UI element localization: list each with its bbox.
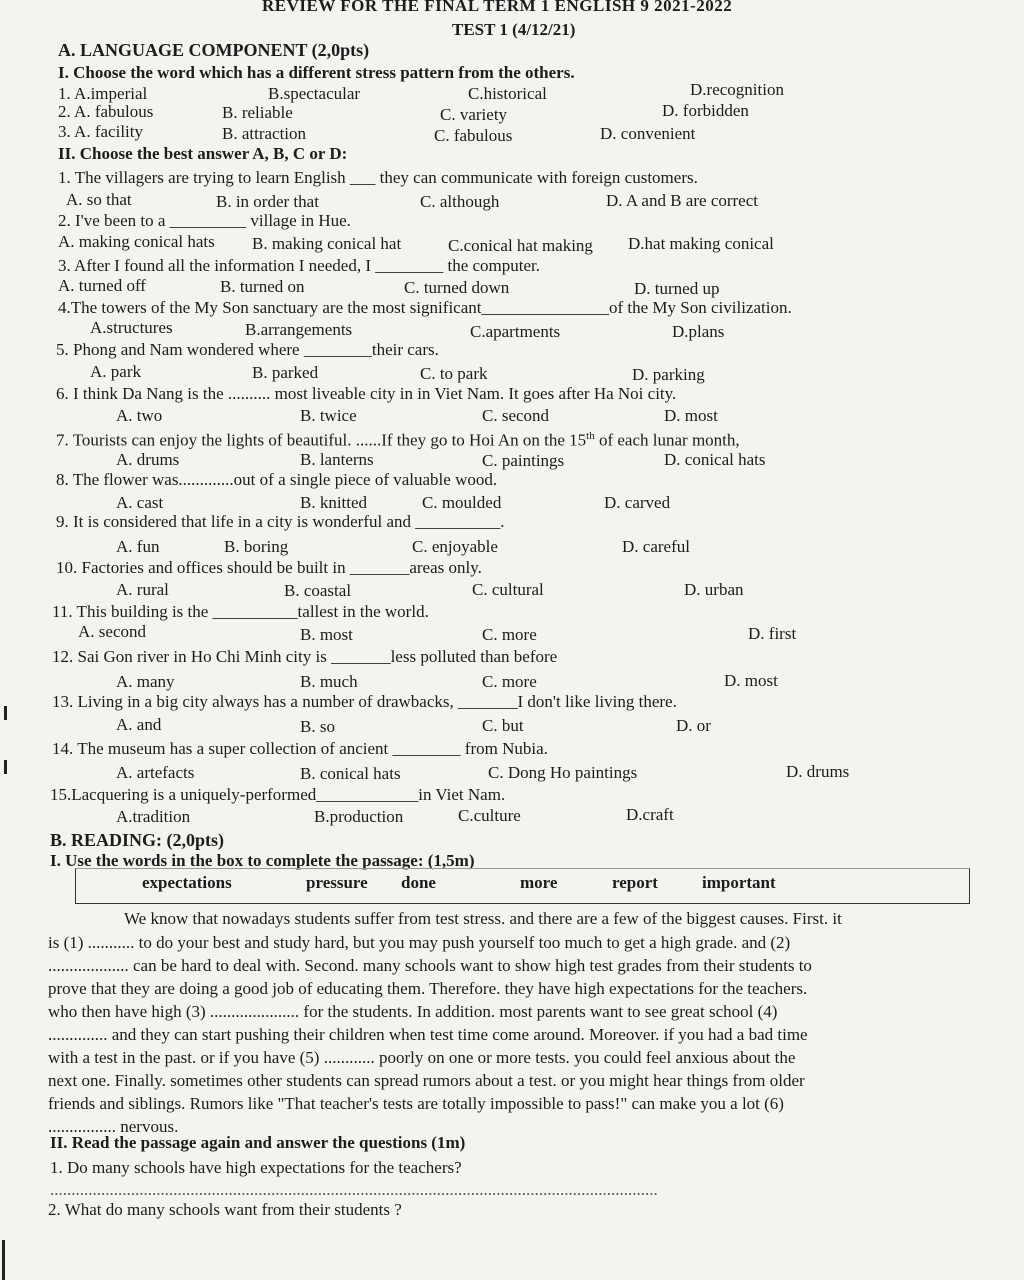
question-text: 8. The flower was.............out of a single piece of valuable wood. <box>56 470 498 489</box>
option-d: D. or <box>676 716 711 735</box>
option-a: A. many <box>116 672 175 691</box>
option-a: A. so that <box>66 190 132 209</box>
word-box-item: important <box>702 873 776 892</box>
option-a: 3. A. facility <box>58 122 143 141</box>
option-d: D.hat making conical <box>628 234 774 253</box>
option-d: D. most <box>664 406 718 425</box>
option-d: D. convenient <box>600 124 696 143</box>
option-c: C. more <box>482 625 537 644</box>
part-2-instruction: II. Choose the best answer A, B, C or D: <box>58 144 348 163</box>
option-a: A. cast <box>116 493 164 512</box>
option-c: C. cultural <box>472 580 544 599</box>
question-text <box>56 426 740 451</box>
margin-mark <box>4 706 7 720</box>
option-b: B. so <box>300 717 335 736</box>
option-b: B.arrangements <box>245 320 353 339</box>
option-b: B. coastal <box>284 581 352 600</box>
passage-line: .............. and they can start pushing their children when test time come around. Moreover. if you had a bad time <box>48 1025 808 1044</box>
option-d: D. turned up <box>634 279 720 298</box>
option-a: 2. A. fabulous <box>58 102 154 121</box>
option-d: D.plans <box>672 322 725 341</box>
option-c: C. to park <box>420 364 488 383</box>
option-a: A. drums <box>116 450 180 469</box>
section-b-title: B. READING: (2,0pts) <box>50 830 225 850</box>
passage-line: ................... can be hard to deal with. Second. many schools want to show high test grades from their students to <box>48 956 812 975</box>
option-c: C. moulded <box>422 493 502 512</box>
option-c: C.conical hat making <box>448 236 593 255</box>
option-d: D. conical hats <box>664 450 766 469</box>
question-text: 12. Sai Gon river in Ho Chi Minh city is _______less polluted than before <box>52 647 558 666</box>
word-box-item: expectations <box>142 873 232 892</box>
option-c: C. variety <box>440 105 508 124</box>
question-text: 10. Factories and offices should be built in _______areas only. <box>56 558 482 577</box>
option-a: A. second <box>78 622 146 641</box>
option-c: C. Dong Ho paintings <box>488 763 638 782</box>
option-b: B. parked <box>252 363 319 382</box>
option-a: A. artefacts <box>116 763 195 782</box>
option-a: A. park <box>90 362 141 381</box>
option-c: C.apartments <box>470 322 561 341</box>
option-b: B. reliable <box>222 103 293 122</box>
option-d: D. forbidden <box>662 101 749 120</box>
word-box-item: report <box>612 873 658 892</box>
option-d: D. first <box>748 624 797 643</box>
option-b: B. turned on <box>220 277 305 296</box>
passage-line: with a test in the past. or if you have (5) ............ poorly on one or more tests. you could feel anxious about the <box>48 1048 796 1067</box>
reading-part-2-instruction: II. Read the passage again and answer the questions (1m) <box>50 1133 466 1152</box>
question-text: 2. I've been to a _________ village in Hue. <box>58 211 351 230</box>
question-text: 13. Living in a big city always has a number of drawbacks, _______I don't like living there. <box>52 692 677 711</box>
option-c: C. second <box>482 406 550 425</box>
option-d: D. most <box>724 671 778 690</box>
question-text: 9. It is considered that life in a city is wonderful and __________. <box>56 512 505 531</box>
option-d: D. carved <box>604 493 671 512</box>
option-b: B. attraction <box>222 124 307 143</box>
question-text: 3. After I found all the information I needed, I ________ the computer. <box>58 256 541 275</box>
passage-line: friends and siblings. Rumors like "That teacher's tests are totally impossible to pass!" can make you a lot (6) <box>48 1094 784 1113</box>
ordinal-suffix: th <box>586 430 595 442</box>
option-a: A. rural <box>116 580 169 599</box>
option-b: B.production <box>314 807 404 826</box>
option-c: C.historical <box>468 84 547 103</box>
passage-line: is (1) ........... to do your best and study hard, but you may push yourself too much to get a high grade. and (2) <box>48 933 791 952</box>
margin-mark <box>2 1240 5 1280</box>
option-b: B. twice <box>300 406 357 425</box>
passage-line: next one. Finally. sometimes other students can spread rumors about a test. or you might hear things from older <box>48 1071 805 1090</box>
question-text: 15.Lacquering is a uniquely-performed____________in Viet Nam. <box>50 785 506 804</box>
question-text: 14. The museum has a super collection of ancient ________ from Nubia. <box>52 739 548 758</box>
option-a: A. and <box>116 715 162 734</box>
option-b: B. most <box>300 625 353 644</box>
option-c: C. but <box>482 716 524 735</box>
option-a: A. fun <box>116 537 160 556</box>
option-b: B. in order that <box>216 192 319 211</box>
option-a: A. turned off <box>58 276 146 295</box>
option-d: D.recognition <box>690 80 784 99</box>
option-b: B. much <box>300 672 358 691</box>
option-b: B. lanterns <box>300 450 374 469</box>
margin-mark <box>4 760 7 774</box>
option-b: B. making conical hat <box>252 234 402 253</box>
question-text: 11. This building is the __________tallest in the world. <box>52 602 429 621</box>
option-b: B.spectacular <box>268 84 361 103</box>
option-d: D. parking <box>632 365 705 384</box>
option-a: A.tradition <box>116 807 191 826</box>
passage-line: ................ nervous. <box>48 1117 179 1136</box>
option-c: C. fabulous <box>434 126 513 145</box>
option-d: D.craft <box>626 805 674 824</box>
word-box-item: done <box>401 873 436 892</box>
option-d: D. careful <box>622 537 690 556</box>
test-subtitle: TEST 1 (4/12/21) <box>452 20 576 39</box>
section-a-title: A. LANGUAGE COMPONENT (2,0pts) <box>58 40 370 60</box>
option-b: B. boring <box>224 537 289 556</box>
question-text: 1. The villagers are trying to learn English ___ they can communicate with foreign customers. <box>58 168 698 187</box>
option-d: D. urban <box>684 580 744 599</box>
option-d: D. drums <box>786 762 850 781</box>
option-c: C. paintings <box>482 451 565 470</box>
question-text: 6. I think Da Nang is the .......... most liveable city in in Viet Nam. It goes after Ha Noi city. <box>56 384 677 403</box>
passage-line: We know that nowadays students suffer from test stress. and there are a few of the biggest causes. First. it <box>124 909 842 928</box>
option-c: C. turned down <box>404 278 510 297</box>
passage-line: who then have high (3) ..................... for the students. In addition. most parents want to see great school (4) <box>48 1002 778 1021</box>
question-text: 4.The towers of the My Son sanctuary are the most significant_______________of the My Son civilization. <box>58 298 792 317</box>
question-text-part2: of each lunar month, <box>594 430 740 450</box>
answer-line: ............................................................................................................................................... <box>50 1180 658 1199</box>
option-c: C. although <box>420 192 500 211</box>
word-box <box>75 868 970 904</box>
passage-line: prove that they are doing a good job of educating them. Therefore. they have high expectations for the teachers. <box>48 979 808 998</box>
option-b: B. knitted <box>300 493 368 512</box>
option-c: C. more <box>482 672 537 691</box>
option-a: A. two <box>116 406 163 425</box>
option-a: 1. A.imperial <box>58 84 148 103</box>
worksheet-title: REVIEW FOR THE FINAL TERM 1 ENGLISH 9 2021-2022 <box>262 0 733 15</box>
option-a: A. making conical hats <box>58 232 215 251</box>
option-c: C.culture <box>458 806 521 825</box>
option-d: D. A and B are correct <box>606 191 758 210</box>
part-1-instruction: I. Choose the word which has a different stress pattern from the others. <box>58 63 575 82</box>
word-box-item: pressure <box>306 873 368 892</box>
option-c: C. enjoyable <box>412 537 498 556</box>
question-text-part1: 7. Tourists can enjoy the lights of beautiful. ......If they go to Hoi An on the 15 <box>56 430 587 450</box>
option-a: A.structures <box>90 318 173 337</box>
comprehension-question: 2. What do many schools want from their students ? <box>48 1200 402 1219</box>
option-b: B. conical hats <box>300 764 401 783</box>
comprehension-question: 1. Do many schools have high expectations for the teachers? <box>50 1158 462 1177</box>
reading-part-1-instruction: I. Use the words in the box to complete the passage: (1,5m) <box>50 851 475 870</box>
question-text: 5. Phong and Nam wondered where ________their cars. <box>56 340 439 359</box>
word-box-item: more <box>520 873 558 892</box>
